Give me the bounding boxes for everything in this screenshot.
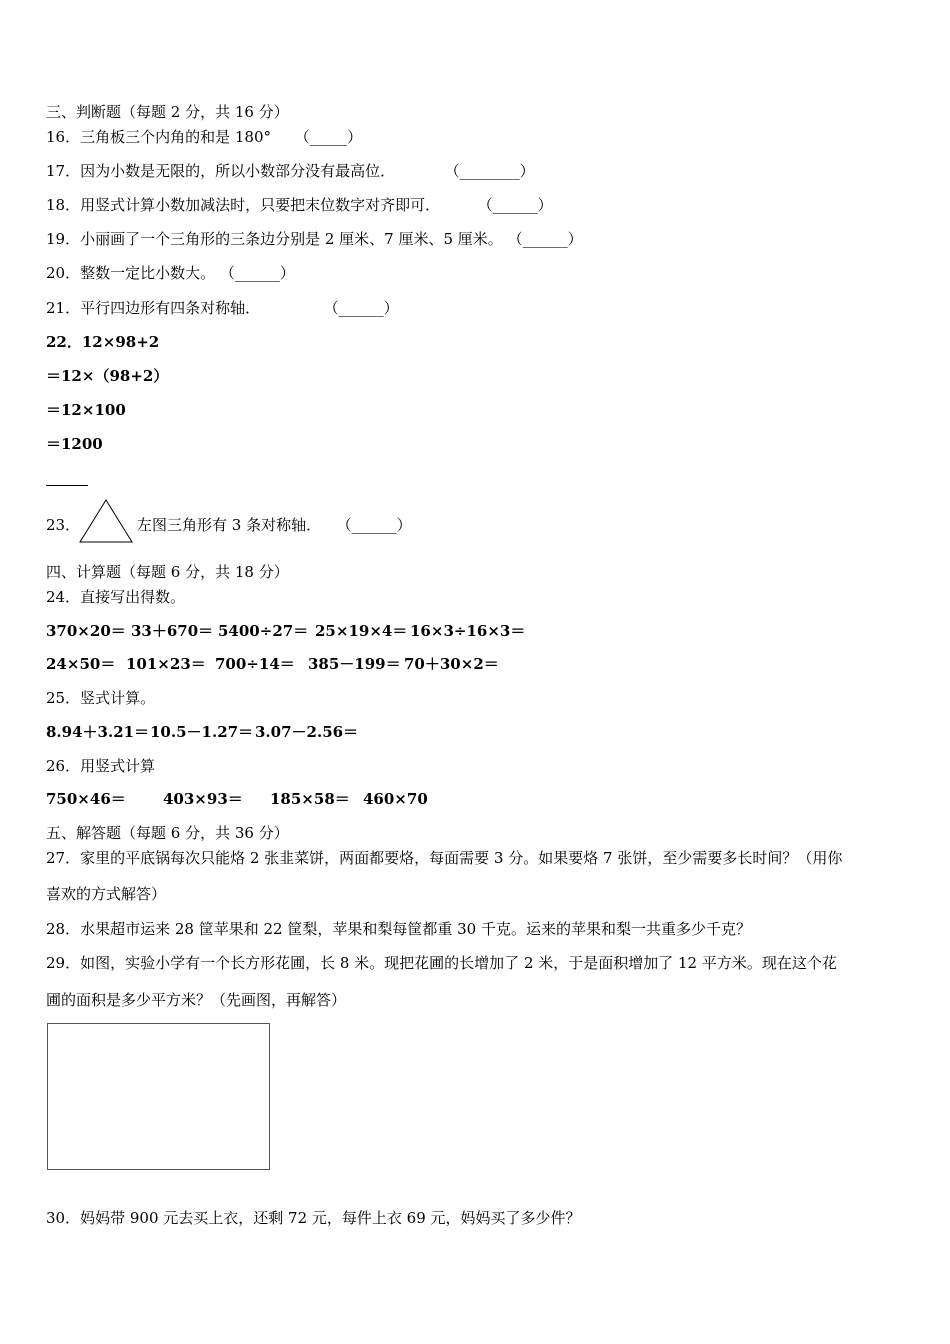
q22-line-3: ＝12×100 [46,401,126,419]
q18-text: 18．用竖式计算小数加减法时，只要把末位数字对齐即可． [46,196,441,214]
q27-line-1: 27．家里的平底锅每次只能烙 2 张韭菜饼，两面都要烙，每面需要 3 分。如果要烙 7 张饼，至少需要多长时间？（用你 [46,849,843,867]
q26-item-1: 750×46＝ [46,790,126,808]
q22-line-2: ＝12×（98+2） [46,367,169,385]
q24-r1-item-5: 16×3÷16×3＝ [410,622,526,640]
q27-line-2: 喜欢的方式解答） [46,885,167,903]
q25-item-3: 3.07－2.56＝ [255,723,359,741]
section5-heading: 五、解答题（每题 6 分，共 36 分） [46,824,289,842]
question-17 [46,162,535,180]
q24-r1-item-3: 5400÷27＝ [218,622,309,640]
q23-text: 左图三角形有 3 条对称轴． [137,516,322,534]
q24-row-2 [46,655,906,673]
q24-row-1 [46,622,906,640]
q23-number: 23． [46,516,81,534]
q20-answer-blank[interactable]: （______） [219,264,295,282]
q24-r1-item-1: 370×20＝ [46,622,126,640]
q23-answer-blank[interactable]: （______） [336,516,412,534]
q29-line-2: 圃的面积是多少平方米？（先画图，再解答） [46,991,347,1009]
q20-text: 20．整数一定比小数大。 [46,264,216,282]
q25-item-2: 10.5－1.27＝ [150,723,254,741]
question-21 [46,299,399,317]
q21-text: 21．平行四边形有四条对称轴． [46,299,261,317]
q16-text: 16．三角板三个内角的和是 180° [46,128,271,146]
q19-text: 19．小丽画了一个三角形的三条边分别是 2 厘米、7 厘米、5 厘米。 [46,230,503,248]
q17-text: 17．因为小数是无限的，所以小数部分没有最高位． [46,162,396,180]
q26-title: 26．用竖式计算 [46,757,156,775]
question-23 [137,516,412,534]
flower-bed-rectangle-figure [47,1023,270,1170]
q16-answer-blank[interactable]: （_____） [294,128,363,146]
q24-r2-item-3: 700÷14＝ [215,655,295,673]
triangle-figure [78,498,134,544]
question-30: 30．妈妈带 900 元去买上衣，还剩 72 元，每件上衣 69 元，妈妈买了多少件？ [46,1209,581,1227]
section3-heading: 三、判断题（每题 2 分，共 16 分） [46,103,289,121]
question-16 [46,128,362,146]
q24-r2-item-4: 385－199＝ [308,655,401,673]
q26-item-2: 403×93＝ [163,790,243,808]
question-28: 28．水果超市运来 28 筐苹果和 22 筐梨，苹果和梨每筐都重 30 千克。运来的苹果和梨一共重多少千克？ [46,920,751,938]
question-20 [46,264,295,282]
q24-r2-item-5: 70＋30×2＝ [404,655,499,673]
q26-item-4: 460×70 [363,790,428,808]
section4-heading: 四、计算题（每题 6 分，共 18 分） [46,563,289,581]
q29-line-1: 29．如图，实验小学有一个长方形花圃，长 8 米。现把花圃的长增加了 2 米，于是面积增加了 12 平方米。现在这个花 [46,954,837,972]
q26-item-3: 185×58＝ [270,790,350,808]
q18-answer-blank[interactable]: （______） [477,196,553,214]
q24-title: 24．直接写出得数。 [46,588,186,606]
q26-row [46,790,906,808]
q25-title: 25．竖式计算。 [46,689,156,707]
q24-r2-item-2: 101×23＝ [126,655,206,673]
q22-line-4: ＝1200 [46,435,103,453]
q24-r1-item-4: 25×19×4＝ [315,622,408,640]
q22-line-1: 22．12×98+2 [46,333,160,351]
q24-r2-item-1: 24×50＝ [46,655,116,673]
q25-item-1: 8.94＋3.21＝ [46,723,150,741]
question-18 [46,196,553,214]
question-19 [46,230,583,248]
q22-answer-line[interactable] [46,485,88,486]
q21-answer-blank[interactable]: （______） [323,299,399,317]
q25-row [46,723,906,741]
q24-r1-item-2: 33＋670＝ [131,622,214,640]
q17-answer-blank[interactable]: （________） [444,162,535,180]
q19-answer-blank[interactable]: （______） [507,230,583,248]
